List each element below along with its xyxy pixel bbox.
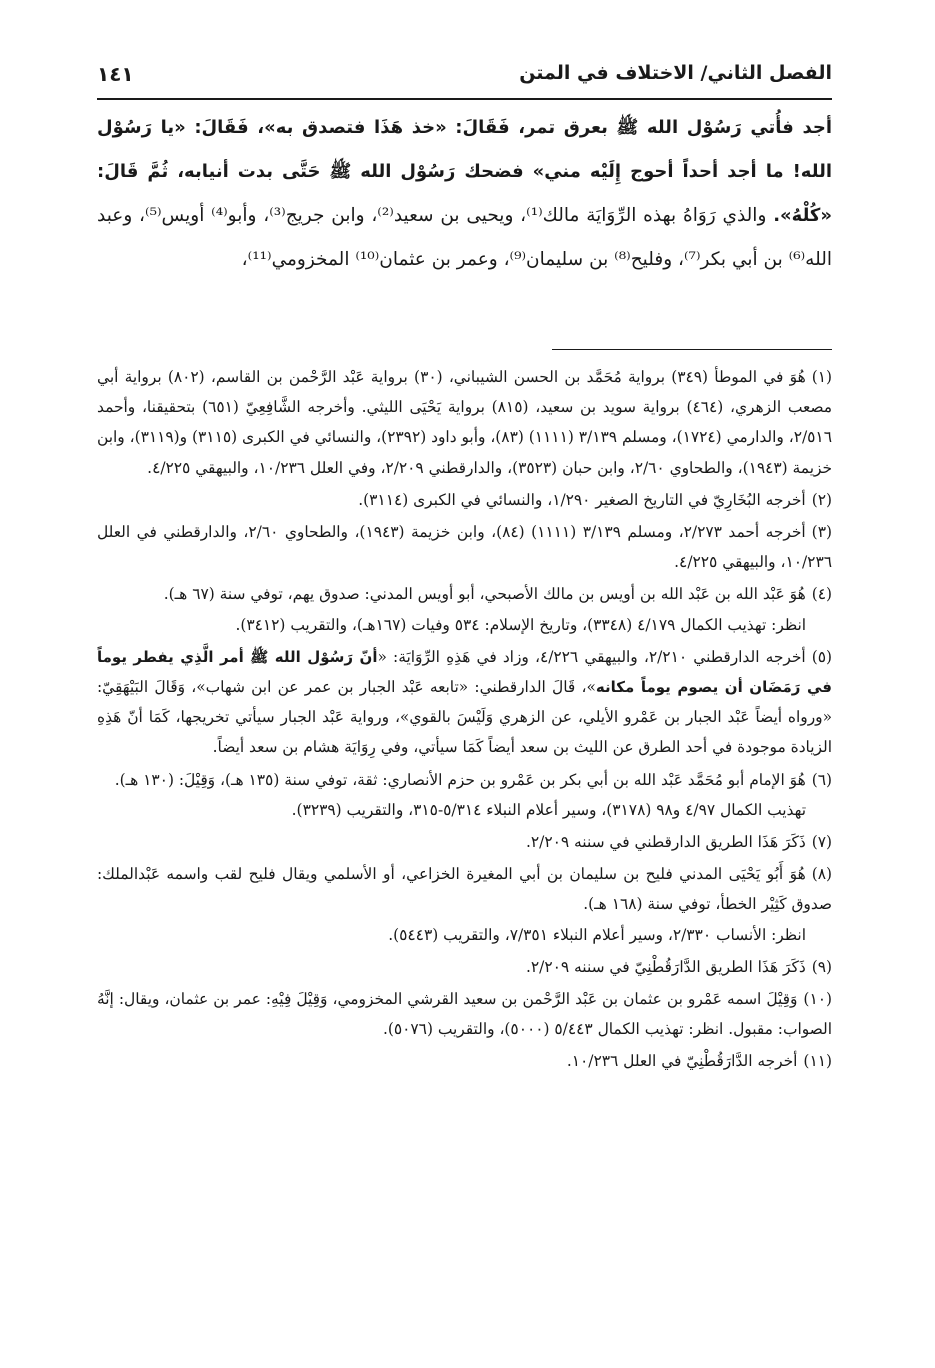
footnote-11 <box>97 1046 832 1076</box>
footnote-8 <box>97 859 832 950</box>
footnote-number: (٧) <box>811 833 832 852</box>
footnote-9 <box>97 952 832 982</box>
footnote-text: هُوَ في الموطأ (٣٤٩) برواية مُحَمَّد بن الحسن الشيباني، (٣٠) برواية عَبْد الرَّحْمن بن القاسم، (٨٠٢) برواية أبي مصعب الزهري، (٤٦٤) برواية سويد بن سعيد، (٨١٥) برواية يَحْيَى الليثي. <box>97 368 832 417</box>
narration-text: والذي رَوَاهُ بهذه الرِّوَايَة مالك⁽¹⁾، ويحيى بن سعيد⁽²⁾، وابن جريج⁽³⁾، وأبو⁽⁴⁾ أويس⁽⁵⁾، وعبد الله⁽⁶⁾ بن أبي بكر⁽⁷⁾، وفليح⁽⁸⁾ بن سليمان⁽⁹⁾، وعمر بن عثمان⁽¹⁰⁾ المخزومي⁽¹¹⁾، <box>97 205 832 270</box>
footnote-number: (٤) <box>811 585 832 604</box>
footnote-quote: أنّ رَسُوْل الله ﷺ أمر الَّذِي يفطر يوماً في رَمَضَان أن يصوم يوماً مكانه <box>97 647 832 697</box>
footnote-text: تهذيب الكمال ٤/٩٧ و٩٨ (٣١٧٨)، وسير أعلام النبلاء ٥/٣١٤-٣١٥، والتقريب (٣٢٣٩). <box>291 800 806 819</box>
main-text <box>97 106 832 282</box>
footnote-number: (٣) <box>811 523 832 542</box>
footnote-number: (٥) <box>811 647 832 666</box>
footnote-6 <box>97 765 832 825</box>
footnote-text: وأخرجه الشَّافِعِيّ (٦٥١) بتحقيقنا، وأحمد ٢/٥١٦، والدارمي (١٧٢٤)، ومسلم ٣/١٣٩ (١١١١) (٨٣)، وأبو داود (٢٣٩٢)، والنسائي في الكبرى (٣١١٥) و(٣١١٩)، وابن خزيمة (١٩٤٣)، والطحاوي ٢/٦٠، وابن حبان (٣٥٢٣)، والدارقطني ٢/٢٠٩، وفي العلل ١٠/٢٣٦، والبيهقي ٤/٢٢٥. <box>97 398 832 477</box>
footnote-text: ذَكَرَ هَذَا الطريق الدَّارَقُطْنِيّ في سننه ٢/٢٠٩. <box>525 957 806 976</box>
footnote-3 <box>97 517 832 577</box>
footnote-text: وَقِيْلَ اسمه عَمْرو بن عثمان بن عَبْد الرَّحْمن بن سعيد القرشي المخزومي، وَقِيْلَ فِيْهِ: عمر بن عثمان، ويقال: إنَّهُ الصواب: مقبول. انظر: تهذيب الكمال ٥/٤٤٣ (٥٠٠٠)، والتقريب (٥٠٧٦). <box>97 990 832 1039</box>
footnote-4 <box>97 579 832 639</box>
footnote-text: هُوَ الإمام أبو مُحَمَّد عَبْد الله بن أبي بكر بن عَمْرو بن حزم الأنصاري: ثقة، توفي سنة (١٣٥ هـ)، وَقِيْلَ: (١٣٠ هـ). <box>114 770 806 789</box>
hadith-text: أجد فأُتي رَسُوْل الله ﷺ بعرق تمر، فَقَالَ: «خذ هَذَا فتصدق به»، فَقَالَ: «يا رَسُوْل الله! ما أجد أحداً أحوج إِلَيْه مني» فضحك رَسُوْل الله ﷺ حَتَّى بدت أنيابه، ثُمَّ قَالَ: «كُلْهُ». <box>97 117 833 226</box>
page-number: ١٤١ <box>97 62 134 86</box>
footnote-text: أخرجه الدَّارَقُطْنِيّ في العلل ١٠/٢٣٦. <box>566 1052 798 1071</box>
running-title: الفصل الثاني/ الاختلاف في المتن <box>519 62 832 84</box>
footnote-text: هُوَ عَبْد الله بن عَبْد الله بن أويس بن مالك الأصبحي، أبو أويس المدني: صدوق يهم، توفي سنة (٦٧ هـ). <box>163 585 806 604</box>
footnote-number: (٦) <box>811 770 832 789</box>
footnote-10 <box>97 984 832 1044</box>
footnote-text: أخرجه الدارقطني ٢/٢١٠، والبيهقي ٤/٢٢٦، وزاد في هَذِهِ الرِّوَايَة: « <box>377 647 806 666</box>
footnote-number: (١) <box>811 368 833 386</box>
footnote-number: (٨) <box>811 865 832 884</box>
footnote-text: »، قَالَ الدارقطني: «تابعه عَبْد الجبار بن عمر عن ابن شهاب»، وَقَالَ البَيْهَقِيّ: «ورواه أيضاً عَبْد الجبار بن عَمْرو الأيلي، عن الزهري وَلَيْسَ بالقوي»، ورواية عَبْد الجبار سيأتي تخريجها، كَمَا أنّ هَذِهِ الزيادة موجودة في أحد الطرق عن الليث بن سعد أيضاً كَمَا سيأتي، وفي رِوَايَة هشام بن سعد أيضاً. <box>97 678 832 757</box>
footnotes <box>97 362 832 1079</box>
page-header <box>97 58 832 100</box>
footnote-text: أخرجه أحمد ٢/٢٧٣، ومسلم ٣/١٣٩ (١١١١) (٨٤)، وابن خزيمة (١٩٤٣)، والطحاوي ٢/٦٠، والدارقطني في العلل ١٠/٢٣٦، والبيهقي ٤/٢٢٥. <box>97 523 832 572</box>
footnote-7 <box>97 827 832 857</box>
footnote-5 <box>97 642 832 763</box>
footnote-separator <box>552 349 832 350</box>
footnote-text: هُوَ أَبُو يَحْيَى المدني فليح بن سليمان بن أبي المغيرة الخزاعي، أو الأسلمي ويقال فليح لقب واسمه عَبْدالملك: صدوق كَثِيْر الخطأ، توفي سنة (١٦٨ هـ). <box>97 865 832 914</box>
footnote-number: (٢) <box>811 490 832 509</box>
footnote-number: (٩) <box>811 957 832 976</box>
footnote-text: أخرجه البُخَارِيّ في التاريخ الصغير ١/٢٩٠، والنسائي في الكبرى (٣١١٤). <box>358 490 806 509</box>
footnote-text: انظر: تهذيب الكمال ٤/١٧٩ (٣٣٤٨)، وتاريخ الإسلام: ٥٣٤ وفيات (١٦٧هـ)، والتقريب (٣٤١٢). <box>235 615 806 634</box>
footnote-text: انظر: الأنساب ٢/٣٣٠، وسير أعلام النبلاء ٧/٣٥١، والتقريب (٥٤٤٣). <box>388 925 806 944</box>
footnote-number: (١٠) <box>803 990 832 1009</box>
footnote-number: (١١) <box>803 1052 832 1071</box>
footnote-text: ذَكَرَ هَذَا الطريق الدارقطني في سننه ٢/٢٠٩. <box>525 833 806 852</box>
footnote-1 <box>97 362 832 483</box>
footnote-2 <box>97 485 832 515</box>
